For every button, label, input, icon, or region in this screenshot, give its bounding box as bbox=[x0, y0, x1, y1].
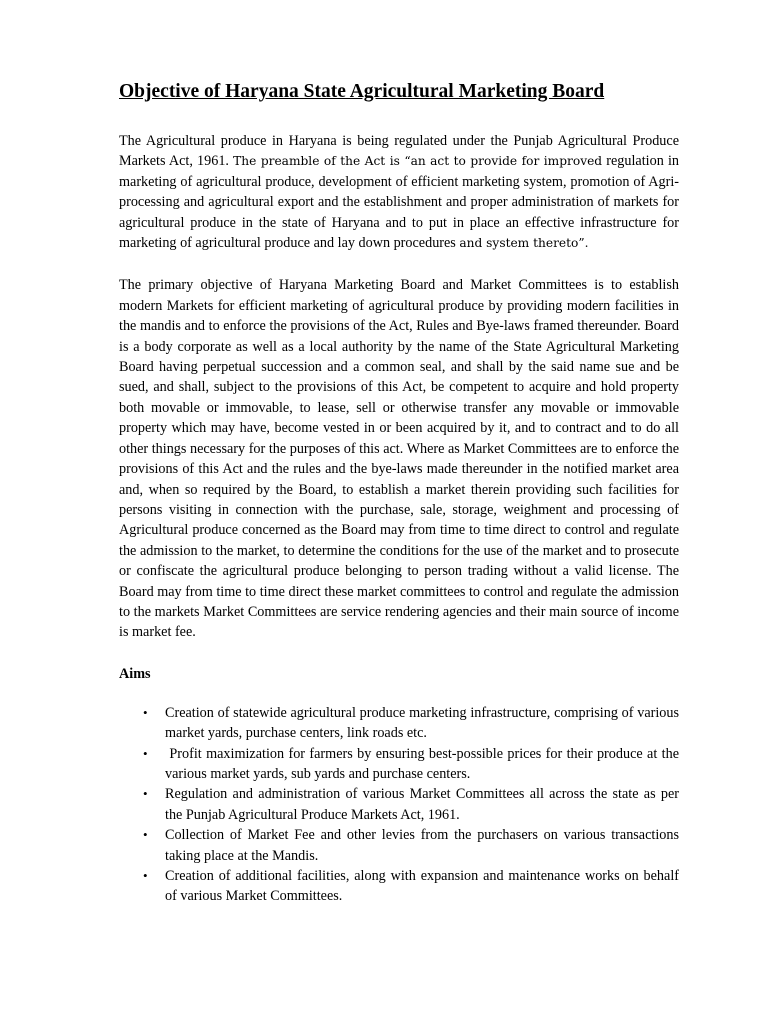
intro-text-b: The preamble of the Act is “an act to provide for improved bbox=[233, 154, 603, 169]
bullet-icon: • bbox=[143, 745, 148, 761]
bullet-icon: • bbox=[143, 786, 148, 802]
aim-text: Collection of Market Fee and other levies from the purchasers on various transactions taking place at the Mandis. bbox=[165, 827, 679, 864]
aim-item bbox=[119, 825, 679, 866]
bullet-icon: • bbox=[143, 827, 148, 843]
aim-item bbox=[119, 784, 679, 825]
aim-text: Creation of statewide agricultural produce marketing infrastructure, comprising of various market yards, purchase centers, link roads etc. bbox=[165, 704, 679, 742]
aim-item bbox=[119, 744, 683, 785]
objective-paragraph: The primary objective of Haryana Marketing Board and Market Committees is to establish modern Markets for efficient marketing of agricultural produce by providing modern facilities in the mandis and to enforce the provisions of the Act, Rules and Bye-laws framed thereunder. Board is a body corporate as well as a local authority by the name of the State Agricultural Marketing Board having perpetual succession and a common seal, and shall by the said name sue and be sued, and shall, subject to the provisions of this Act, be competent to acquire and hold property both movable or immovable, to lease, sell or otherwise transfer any movable or immovable property which may have, become vested in or been acquired by it, and to contract and to do all other things necessary for the purposes of this act. Where as Market Committees are to enforce the provisions of this Act and the rules and the bye-laws made thereunder in the notified market area and, when so required by the Board, to establish a market therein providing such facilities for persons visiting in connection with the purchase, sale, storage, weighment and processing of Agricultural produce concerned as the Board may from time to time direct to control and regulate the admission to the market, to determine the conditions for the use of the market and to prosecute or confiscate the agricultural produce belonging to person trading without a valid license. The Board may from time to time direct these market committees to control and regulate the admission to the markets Market Committees are service rendering agencies and their main source of income is market fee. bbox=[119, 277, 679, 641]
aim-text: Regulation and administration of various Market Committees all across the state as per the Punjab Agricultural Produce Markets Act, 1961. bbox=[165, 786, 679, 823]
aim-item bbox=[119, 866, 679, 907]
intro-paragraph bbox=[119, 131, 679, 253]
aim-text: Profit maximization for farmers by ensuring best-possible prices for their produce at the various market yards, sub yards and purchase centers. bbox=[165, 745, 683, 782]
intro-text-c: regulation in marketing of agricultural produce, development of efficient marketing system, promotion of Agri-processing and agricultural export and the establishment and proper administration of markets for agricultural produce in the state of Haryana and to put in place an effective infrastructure for marketing of agricultural produce and lay down procedures bbox=[119, 153, 679, 252]
document-page bbox=[119, 0, 683, 907]
aims-heading: Aims bbox=[119, 665, 151, 682]
aim-item bbox=[119, 703, 679, 744]
intro-text-a: The Agricultural produce in Haryana is being regulated under the Punjab Agricultural Produce Markets Act, 1961. bbox=[119, 133, 679, 170]
intro-text-d: and system thereto”. bbox=[459, 236, 589, 251]
bullet-icon: • bbox=[143, 704, 148, 720]
aims-list bbox=[119, 703, 683, 907]
aim-text: Creation of additional facilities, along with expansion and maintenance works on behalf of various Market Committees. bbox=[165, 868, 679, 905]
document-title: Objective of Haryana State Agricultural Marketing Board bbox=[119, 81, 605, 102]
bullet-icon: • bbox=[143, 868, 148, 883]
